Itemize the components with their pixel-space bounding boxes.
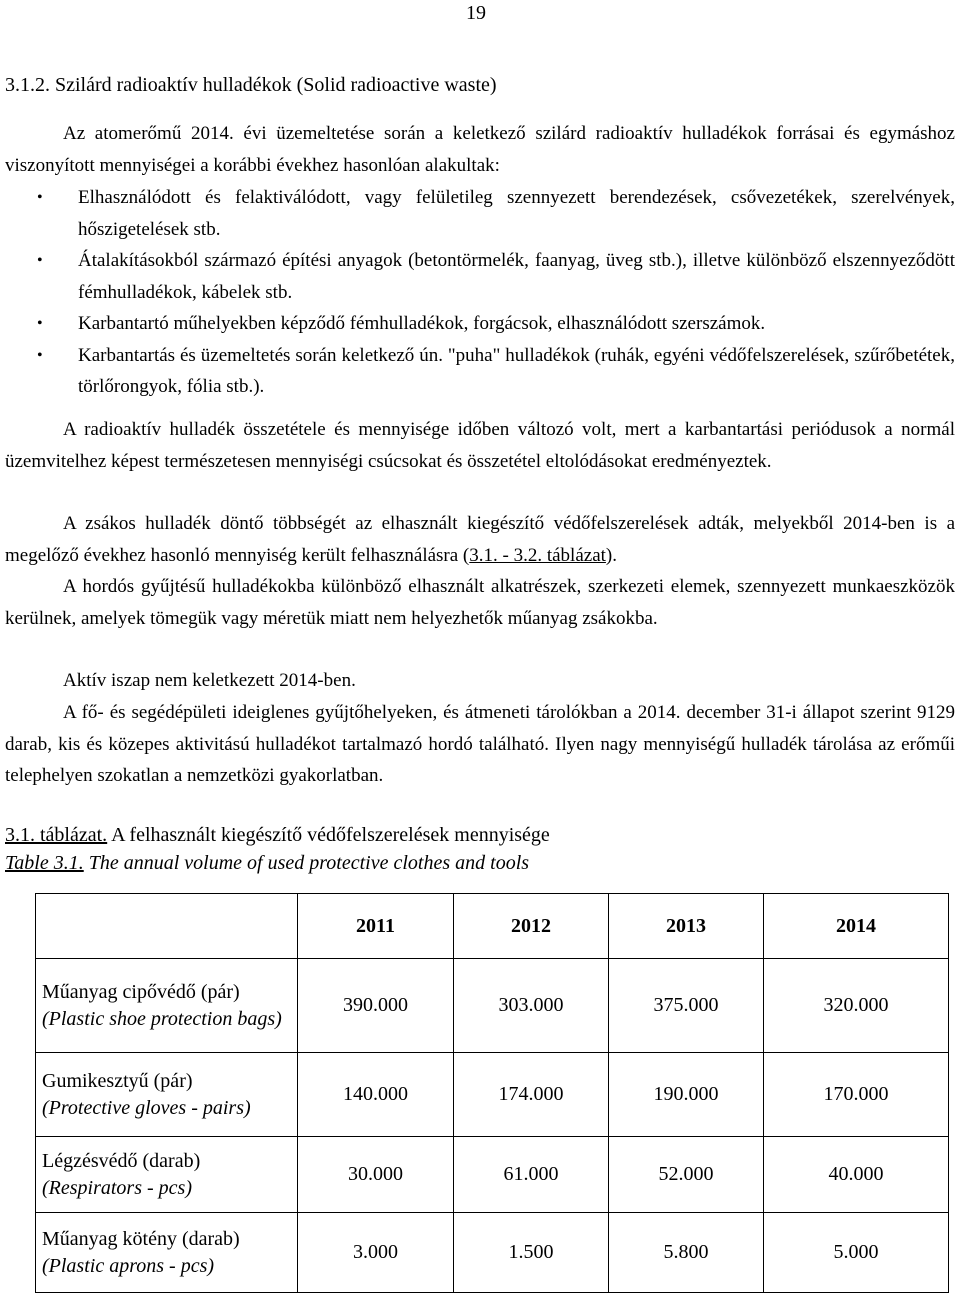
row-label: [36, 1137, 298, 1213]
table-reference-link[interactable]: 3.1. - 3.2. táblázat: [469, 544, 606, 566]
table-header-empty: [36, 894, 298, 959]
table-label-en: Table 3.1.: [5, 852, 84, 874]
row-label-en: (Protective gloves - pairs): [42, 1096, 251, 1119]
table-title-en: The annual volume of used protective clothes and tools: [83, 852, 530, 874]
list-item: • Elhasználódott és felaktiválódott, vagy felületileg szennyezett berendezések, csővezetékek, szerelvények, hőszigetelések stb.: [0, 182, 955, 245]
table-cell: 52.000: [609, 1137, 764, 1213]
row-label-hu: Műanyag kötény (darab): [42, 1227, 240, 1250]
row-label-hu: Gumikesztyű (pár): [42, 1069, 193, 1092]
intro-paragraph: Az atomerőmű 2014. évi üzemeltetése során a keletkező szilárd radioaktív hulladékok forrásai és egymáshoz viszonyított mennyiségei a korábbi évekhez hasonlóan alakultak:: [5, 123, 955, 176]
table-cell: 170.000: [764, 1053, 949, 1137]
table-cell: 174.000: [454, 1053, 609, 1137]
list-item: • Karbantartó műhelyekben képződő fémhulladékok, forgácsok, elhasználódott szerszámok.: [0, 308, 955, 340]
table-label-hu: 3.1. táblázat.: [5, 824, 108, 846]
storage-paragraph: A fő- és segédépületi ideiglenes gyűjtőhelyeken, és átmeneti tárolókban a 2014. december 31-i állapot szerint 9129 darab, kis és közepes aktivitású hulladékot tartalmazó hordó található. Ilyen nagy mennyiségű hulladék tárolása az erőműi telephelyen szokatlan a nemzetközi gyakorlatban.: [5, 702, 955, 786]
table-cell: 5.000: [764, 1213, 949, 1293]
row-label-en: (Plastic shoe protection bags): [42, 1007, 282, 1030]
drum-waste-paragraph: A hordós gyűjtésű hulladékokba különböző elhasznált alkatrészek, szerkezeti elemek, szennyezett munkaeszközök kerülnek, amelyek tömegük vagy méretük miatt nem helyezhetők műanyag zsákokba.: [5, 576, 955, 629]
list-item: • Karbantartás és üzemeltetés során keletkező ún. "puha" hulladékok (ruhák, egyéni védőfelszerelések, szűrőbetétek, törlőrongyok, fólia stb.).: [0, 340, 955, 403]
table-cell: 61.000: [454, 1137, 609, 1213]
table-cell: 3.000: [298, 1213, 454, 1293]
section-title: 3.1.2. Szilárd radioaktív hulladékok (Solid radioactive waste): [5, 74, 497, 96]
list-item: • Átalakításokból származó építési anyagok (betontörmelék, faanyag, üveg stb.), illetve különböző elszennyeződött fémhulladékok, kábelek stb.: [0, 245, 955, 308]
table-row: [36, 1137, 949, 1213]
table-title-hu: A felhasznált kiegészítő védőfelszerelések mennyisége: [107, 824, 550, 846]
row-label-en: (Plastic aprons - pcs): [42, 1254, 215, 1277]
row-label: [36, 1213, 298, 1293]
protective-equipment-table: [35, 893, 949, 1293]
row-label: [36, 1053, 298, 1137]
table-row: [36, 959, 949, 1053]
row-label-en: (Respirators - pcs): [42, 1176, 192, 1199]
table-cell: 30.000: [298, 1137, 454, 1213]
table-header-year: 2013: [609, 894, 764, 959]
table-header-year: 2014: [764, 894, 949, 959]
bagged-waste-text-end: ).: [605, 544, 617, 566]
row-label-hu: Légzésvédő (darab): [42, 1149, 201, 1172]
table-cell: 40.000: [764, 1137, 949, 1213]
table-row: [36, 1213, 949, 1293]
waste-source-list: [0, 182, 955, 403]
sludge-paragraph: Aktív iszap nem keletkezett 2014-ben.: [63, 670, 356, 691]
row-label-hu: Műanyag cipővédő (pár): [42, 980, 240, 1003]
page-number: 19: [466, 2, 486, 24]
table-header-year: 2011: [298, 894, 454, 959]
table-cell: 1.500: [454, 1213, 609, 1293]
table-caption-hu: [5, 820, 550, 850]
table-cell: 303.000: [454, 959, 609, 1053]
row-label: [36, 959, 298, 1053]
table-cell: 375.000: [609, 959, 764, 1053]
bagged-waste-paragraph: [5, 508, 955, 571]
table-cell: 390.000: [298, 959, 454, 1053]
table-caption-en: [5, 848, 529, 878]
table-row: [36, 1053, 949, 1137]
composition-paragraph: A radioaktív hulladék összetétele és mennyisége időben változó volt, mert a karbantartási periódusok a normál üzemvitelhez képest természetesen mennyiségi csúcsokat és összetétel eltolódásokat eredményeztek.: [5, 419, 955, 472]
table-cell: 5.800: [609, 1213, 764, 1293]
bagged-waste-text: A zsákos hulladék döntő többségét az elhasznált kiegészítő védőfelszerelések adták, melyekből 2014-ben is a megelőző évekhez hasonló mennyiség került felhasználásra (: [5, 513, 955, 566]
table-header-year: 2012: [454, 894, 609, 959]
table-cell: 140.000: [298, 1053, 454, 1137]
table-header-row: [36, 894, 949, 959]
table-cell: 190.000: [609, 1053, 764, 1137]
table-cell: 320.000: [764, 959, 949, 1053]
